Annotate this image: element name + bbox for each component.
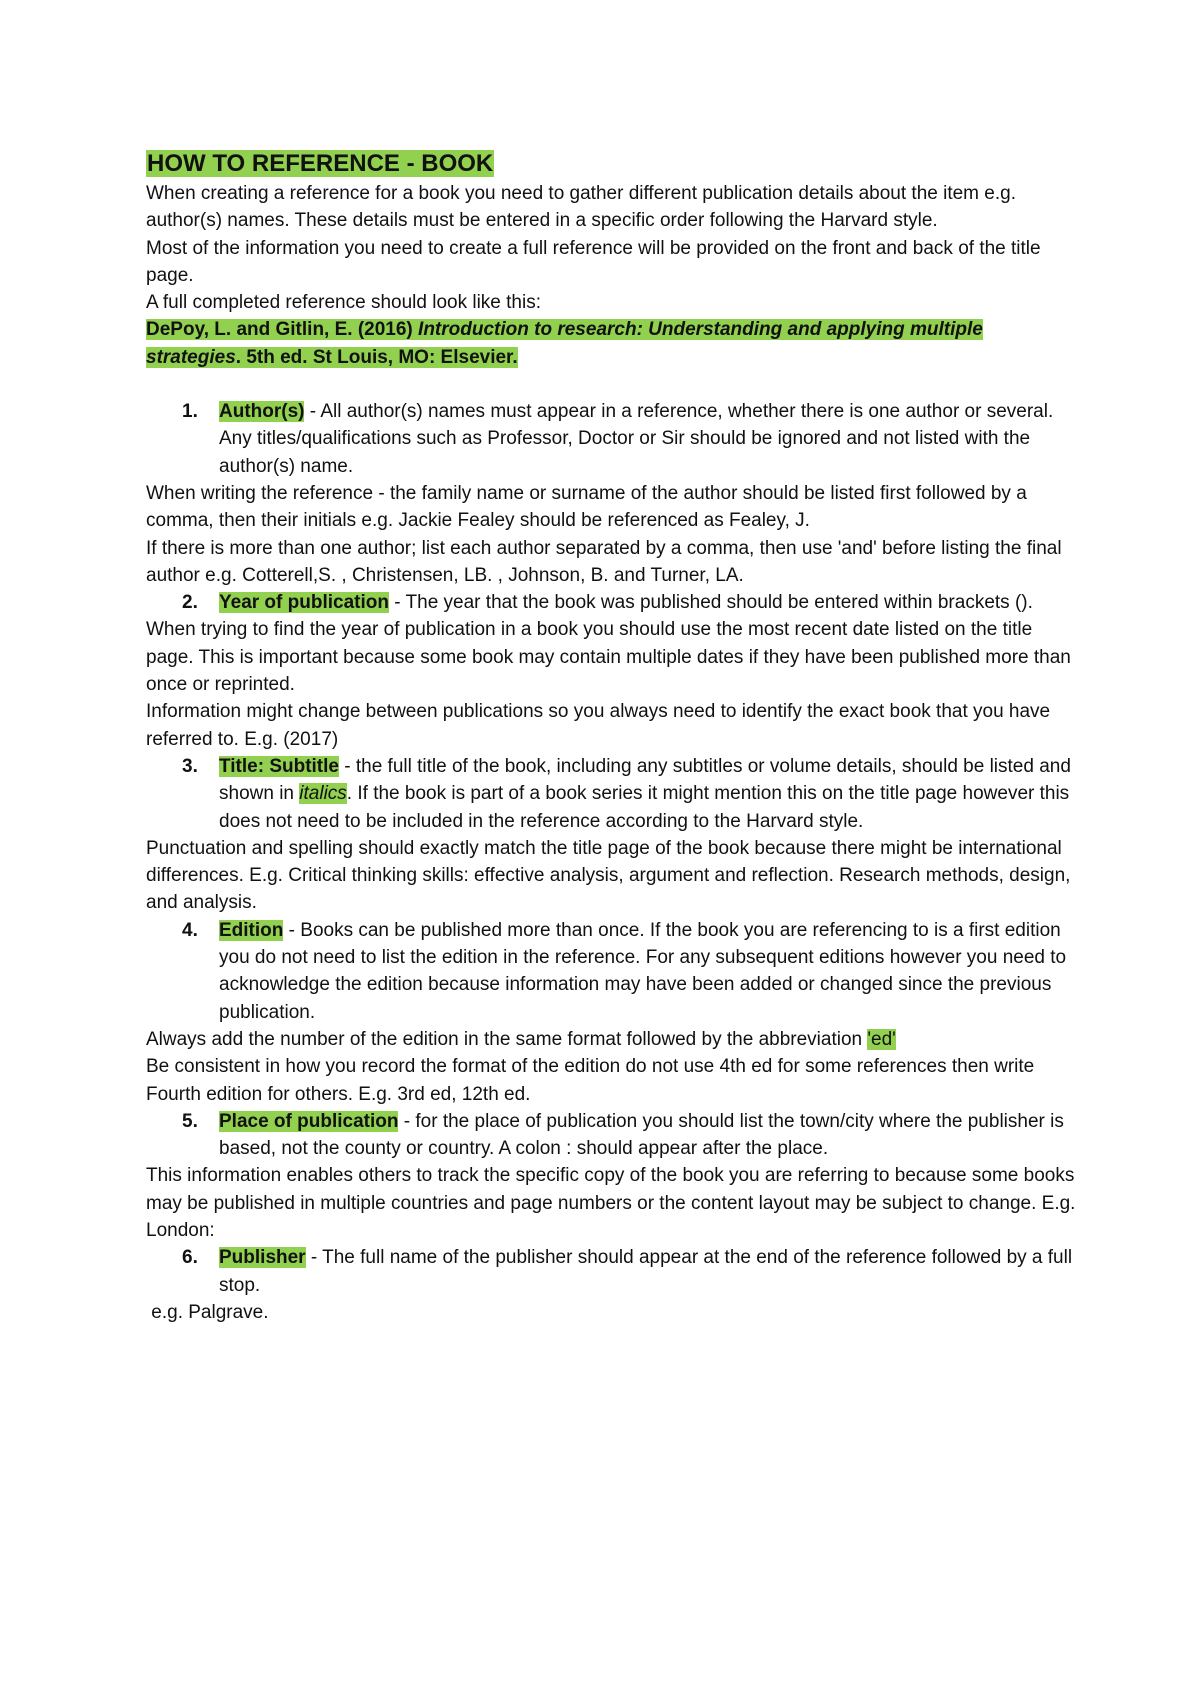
list-item-year	[146, 589, 1076, 616]
example-reference-title: Introduction to research: Understanding and applying multiple strategies	[146, 319, 983, 368]
list-term: Title: Subtitle	[219, 755, 339, 777]
list-description: - The year that the book was published should be entered within brackets ().	[388, 592, 1033, 614]
example-reference-rest: . 5th ed. St Louis, MO: Elsevier.	[235, 346, 518, 368]
list-description: . If the book is part of a book series it might mention this on the title page however this does not need to be included in the reference according to the Harvard style.	[219, 783, 1070, 832]
list-item-place	[146, 1108, 1076, 1163]
note-paragraph: When trying to find the year of publication in a book you should use the most recent date listed on the title page. This is important because some book may contain multiple dates if they have been published more than once or reprinted.	[146, 619, 1071, 696]
list-item-author	[146, 398, 1076, 480]
example-reference	[146, 316, 1076, 371]
example-reference-authors: DePoy, L. and Gitlin, E. (2016)	[146, 319, 419, 341]
list-item-publisher	[146, 1244, 1076, 1299]
note-paragraph: e.g. Palgrave.	[146, 1301, 269, 1323]
list-description: - The full name of the publisher should appear at the end of the reference followed by a full stop.	[219, 1247, 1073, 1296]
list-description: - for the place of publication you should list the town/city where the publisher is based, not the county or country. A colon : should appear after the place.	[219, 1110, 1064, 1160]
list-number: 3.	[182, 755, 198, 777]
note-paragraph: This information enables others to track the specific copy of the book you are referring to because some books may be published in multiple countries and page numbers or the content layout may be subject to change. E.g. London:	[146, 1165, 1076, 1241]
list-item-title	[146, 753, 1076, 835]
list-description: - Books can be published more than once. If the book you are referencing to is a first edition you do not need to list the edition in the reference. For any subsequent editions however you need to acknowledge the edition because information may have been added or changed since the previous publication.	[219, 919, 1067, 1023]
list-description: - the full title of the book, including any subtitles or volume details, should be listed and shown in	[219, 755, 1071, 805]
intro-paragraph: A full completed reference should look like this:	[146, 292, 541, 314]
list-term: Year of publication	[219, 592, 389, 614]
list-term: Edition	[219, 919, 284, 941]
note-paragraph: If there is more than one author; list each author separated by a comma, then use 'and' before listing the final author e.g. Cotterell,S. , Christensen, LB. , Johnson, B. and Turner, LA.	[146, 537, 1062, 586]
document-body	[146, 148, 1076, 1326]
list-number: 6.	[182, 1247, 198, 1269]
list-number: 1.	[182, 401, 198, 423]
list-description: - All author(s) names must appear in a reference, whether there is one author or several. Any titles/qualifications such as Professor, Doctor or Sir should be ignored and not listed with the author(s) name.	[219, 401, 1054, 477]
list-term: Place of publication	[219, 1110, 399, 1132]
italics-example: italics	[299, 783, 347, 805]
note-paragraph: Punctuation and spelling should exactly match the title page of the book because there might be international differences. E.g. Critical thinking skills: effective analysis, argument and reflection. Research methods, design, and analysis.	[146, 837, 1071, 914]
ed-abbreviation: 'ed'	[867, 1028, 896, 1050]
note-paragraph: Always add the number of the edition in the same format followed by the abbreviation 'ed'	[146, 1028, 896, 1050]
list-number: 2.	[182, 592, 198, 614]
list-term: Publisher	[219, 1247, 306, 1269]
note-paragraph: Information might change between publications so you always need to identify the exact book that you have referred to. E.g. (2017)	[146, 701, 1051, 750]
intro-paragraph: When creating a reference for a book you need to gather different publication details about the item e.g. author(s) names. These details must be entered in a specific order following the Harvard style.	[146, 183, 1016, 232]
spacer	[146, 371, 1076, 398]
note-paragraph: Be consistent in how you record the format of the edition do not use 4th ed for some references then write Fourth edition for others. E.g. 3rd ed, 12th ed.	[146, 1056, 1035, 1105]
intro-paragraph: Most of the information you need to create a full reference will be provided on the front and back of the title page.	[146, 237, 1041, 286]
list-number: 5.	[182, 1110, 198, 1132]
note-paragraph: When writing the reference - the family name or surname of the author should be listed first followed by a comma, then their initials e.g. Jackie Fealey should be referenced as Fealey, J.	[146, 482, 1027, 532]
list-term: Author(s)	[219, 401, 305, 423]
list-item-edition	[146, 917, 1076, 1026]
page-title: HOW TO REFERENCE - BOOK	[147, 150, 494, 177]
list-number: 4.	[182, 919, 198, 941]
